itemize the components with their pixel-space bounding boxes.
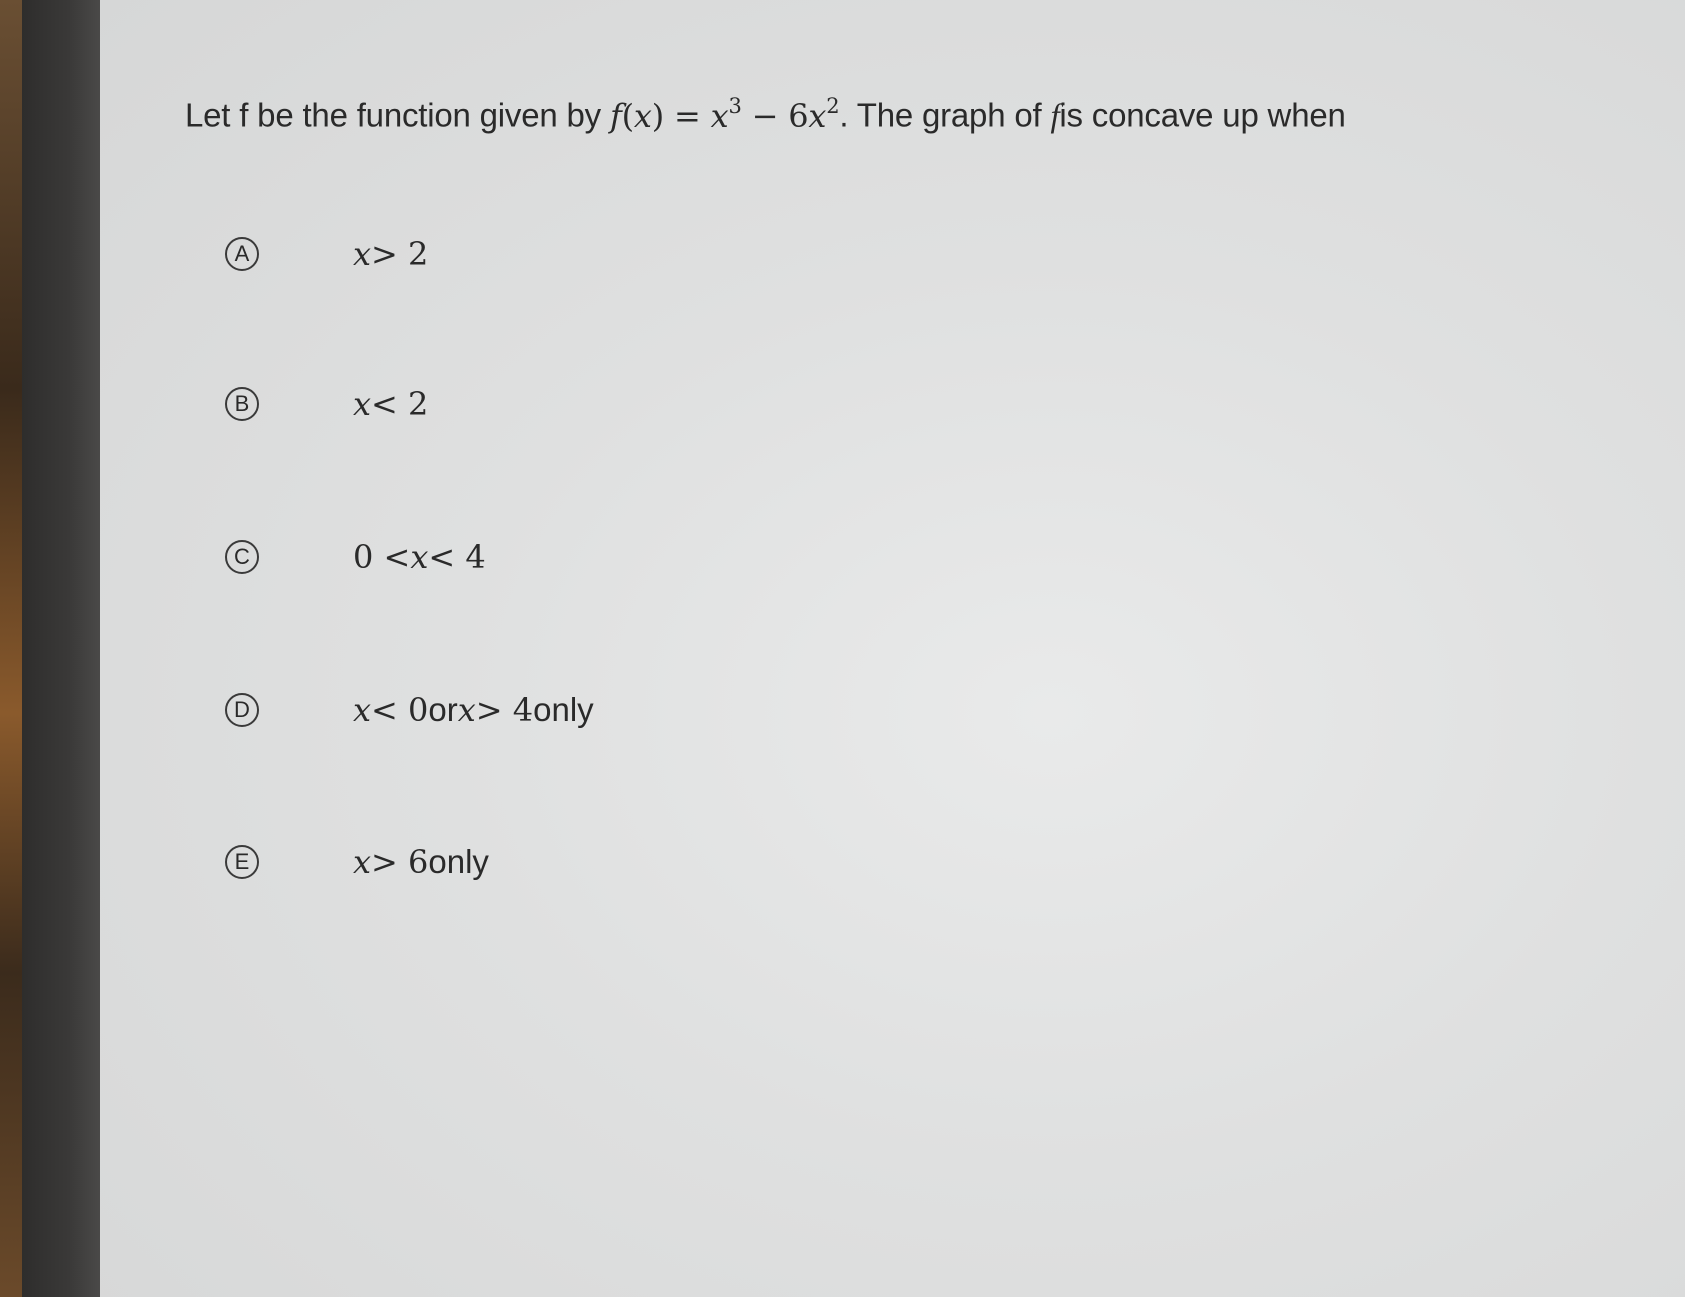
question-text xyxy=(185,96,1346,136)
option-a[interactable] xyxy=(225,232,429,276)
option-d-letter: D xyxy=(234,697,250,722)
option-a-letter: A xyxy=(234,241,250,266)
question-prefix: Let f be the function given by xyxy=(185,96,601,134)
option-d[interactable] xyxy=(225,688,594,732)
option-d-radio[interactable] xyxy=(225,693,259,727)
option-d-text[interactable]: x < 0 or x > 4 only xyxy=(353,691,594,729)
option-b-text[interactable]: x < 2 xyxy=(353,385,429,423)
question-suffix-1: . The graph of xyxy=(839,96,1051,134)
option-b-letter: B xyxy=(234,391,250,416)
option-c-radio[interactable] xyxy=(225,540,259,574)
question-formula: $f(x) = x^3 - 6x^2$ xyxy=(609,94,840,135)
option-e[interactable] xyxy=(225,840,489,884)
monitor-bezel xyxy=(22,0,100,1297)
option-e-letter: E xyxy=(234,849,250,874)
option-c[interactable] xyxy=(225,535,486,579)
option-b-radio[interactable] xyxy=(225,387,259,421)
option-a-text[interactable]: x > 2 xyxy=(353,235,429,273)
option-e-radio[interactable] xyxy=(225,845,259,879)
option-b[interactable] xyxy=(225,382,429,426)
option-c-text[interactable]: 0 < x < 4 xyxy=(353,538,486,576)
question-suffix-2: is concave up when xyxy=(1059,96,1346,134)
screen xyxy=(100,0,1685,1297)
option-e-text[interactable]: x > 6 only xyxy=(353,843,489,881)
option-a-radio[interactable] xyxy=(225,237,259,271)
option-c-letter: C xyxy=(234,544,250,569)
question-f-italic: f xyxy=(1050,98,1060,135)
desk-edge xyxy=(0,0,22,1297)
